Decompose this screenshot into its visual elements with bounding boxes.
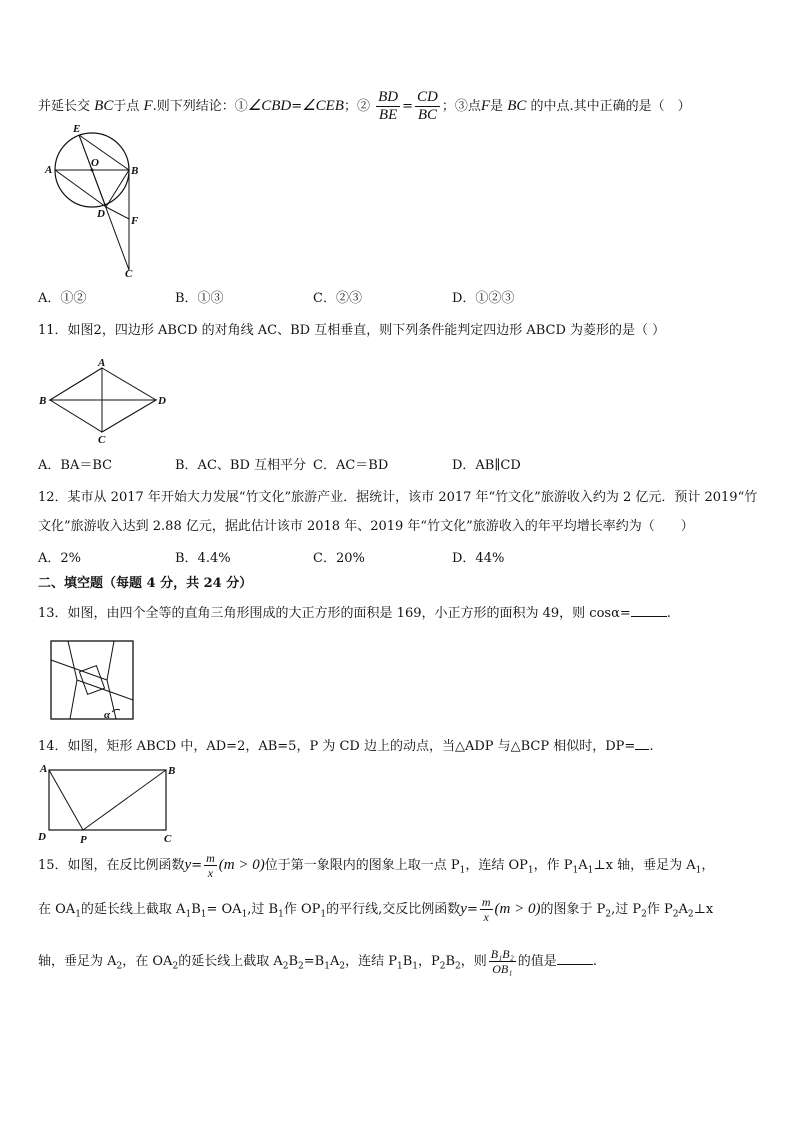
q11-rhombus-figure xyxy=(36,356,172,446)
q12-option-c: C．20% xyxy=(313,551,365,566)
q10-label-d: D xyxy=(97,208,105,220)
q14-label-p: P xyxy=(80,834,87,846)
q11-label-d: D xyxy=(158,395,166,407)
q14-answer-blank[interactable] xyxy=(635,737,649,750)
q10-label-b: B xyxy=(131,165,139,177)
q11-label-c: C xyxy=(98,434,106,446)
q15-line-1: 15．如图，在反比例函数y= $\frac{m}{x}$ (m > 0)位于第一象限内的图象上取一点 $P_1$，连结 $OP_1$，作 $P_1A_1\perp x$ 轴，垂足为 $A_1$， xyxy=(38,851,715,880)
q14-stem: 14．如图，矩形 ABCD 中，AD=2，AB=5，P 为 CD 边上的动点，当△ADP 与△BCP 相似时，DP= . xyxy=(38,739,654,754)
q10-option-a: A．①② xyxy=(38,291,87,306)
q10-label-o: O xyxy=(91,157,99,169)
q10-circle-figure xyxy=(40,122,150,277)
q11-option-c: C．AC＝BD xyxy=(313,458,389,473)
q10-stem: 并延长交 BC于点 F.则下列结论：①∠CBD=∠CEB；② $\frac{BD}{BE}$ = $\frac{CD}{BC}$ ；③点F是 BC 的中点.其中正确的是（ ） xyxy=(38,89,691,123)
q10-option-b: B．①③ xyxy=(175,291,224,306)
q14-label-d: D xyxy=(38,831,46,843)
q10-label-c: C xyxy=(125,268,133,277)
q15-line-2: 在 $OA_1$的延长线上截取 $A_1B_1= OA_1$,过 $B_1$作 $OP_1$的平行线,交反比例函数y= $\frac{m}{x}$ (m > 0)的图象于 $P_2$,过 $P_2$作 $P_2A_2\perp x$ xyxy=(38,895,714,924)
q14-rectangle-figure xyxy=(34,760,184,846)
q13-answer-blank[interactable] xyxy=(631,604,667,617)
q13-stem: 13．如图，由四个全等的直角三角形围成的大正方形的面积是 169，小正方形的面积为 49，则 cosα= . xyxy=(38,606,671,621)
q12-option-b: B．4.4% xyxy=(175,551,231,566)
q10-option-d: D．①②③ xyxy=(452,291,515,306)
q12-option-d: D．44% xyxy=(452,551,505,566)
q15-fraction-b1b2-over-ob1: $\frac{\text{B₁B₂}}{\text{OB₁}}$ xyxy=(490,947,514,976)
q11-label-a: A xyxy=(98,357,106,369)
q15-fraction-m-over-x-1: $\frac{m}{x}$ xyxy=(206,851,215,880)
q10-label-a: A xyxy=(45,164,53,176)
section-2-title: 二、填空题（每题 4 分，共 24 分） xyxy=(38,576,253,591)
q14-label-b: B xyxy=(168,765,176,777)
q15-fraction-m-over-x-2: $\frac{m}{x}$ xyxy=(481,895,491,924)
q11-option-d: D．AB∥CD xyxy=(452,458,521,473)
q12-option-a: A．2% xyxy=(38,551,82,566)
q10-option-c: C．②③ xyxy=(313,291,362,306)
q14-label-a: A xyxy=(40,763,48,775)
q10-fraction-1: $\frac{BD}{BE}$ xyxy=(378,89,399,123)
q10-label-f: F xyxy=(131,215,139,227)
q13-label-alpha: α xyxy=(104,709,111,721)
q10-fraction-2: $\frac{CD}{BC}$ xyxy=(417,89,438,123)
q15-answer-blank[interactable] xyxy=(557,952,593,965)
q11-stem: 11．如图2，四边形 ABCD 的对角线 AC、BD 互相垂直，则下列条件能判定四边形 ABCD 为菱形的是（ ） xyxy=(38,323,666,338)
q12-stem-line-1: 12．某市从 2017 年开始大力发展“竹文化”旅游产业．据统计，该市 2017 年“竹文化”旅游收入约为 2 亿元．预计 2019“竹 xyxy=(38,490,758,505)
q13-square-figure xyxy=(50,640,136,722)
q11-option-b: B．AC、BD 互相平分 xyxy=(175,458,306,473)
q10-bc-1: BC xyxy=(94,98,114,114)
q11-label-b: B xyxy=(39,395,47,407)
q14-label-c: C xyxy=(164,833,172,845)
q10-label-e: E xyxy=(73,123,81,135)
q15-line-3: 轴，垂足为 $A_2$，在 $OA_2$的延长线上截取 $A_2B_2=B_1A_2$，连结 $P_1B_1$，$P_2B_2$，则 $\frac{\text{B₁B₂}}{\text{OB₁}}$ 的值是 . xyxy=(38,947,597,976)
q11-option-a: A．BA＝BC xyxy=(38,458,113,473)
q12-stem-line-2: 文化”旅游收入达到 2.88 亿元，据此估计该市 2018 年、2019 年“竹文化”旅游收入的年平均增长率约为（ ） xyxy=(38,519,694,534)
